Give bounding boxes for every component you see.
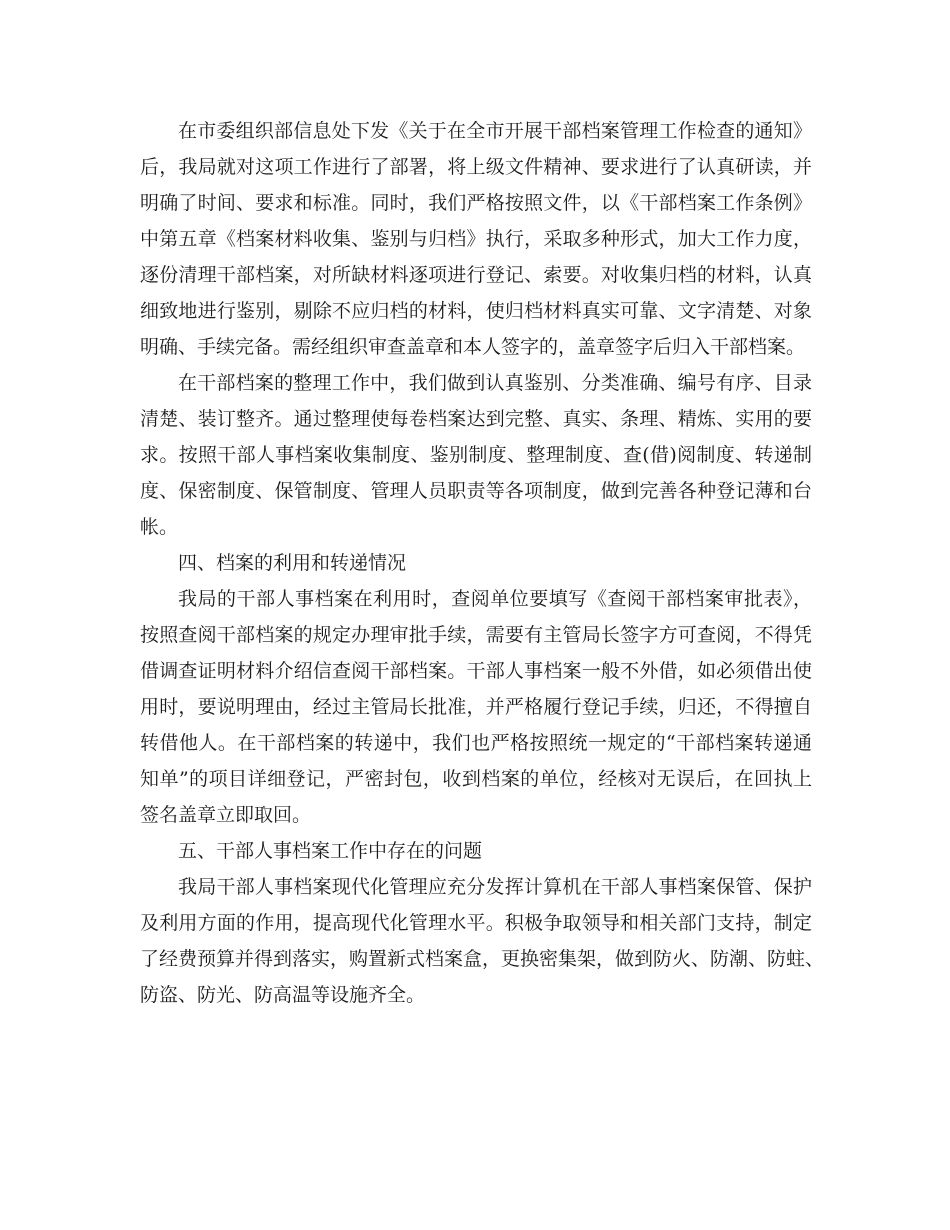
text-line: 签名盖章立即取回。 (140, 804, 312, 826)
text-line: 明确了时间、要求和标准。同时，我们严格按照文件，以《干部档案工作条例》 (140, 192, 812, 214)
paragraph-archive-usage (140, 581, 812, 833)
text-line: 在市委组织部信息处下发《关于在全市开展干部档案管理工作检查的通知》 (178, 120, 812, 142)
text-line: 借调查证明材料介绍信查阅干部档案。干部人事档案一般不外借，如必须借出使 (140, 660, 812, 682)
text-line: 我局的干部人事档案在利用时，查阅单位要填写《查阅干部档案审批表》， (178, 588, 812, 610)
text-line: 了经费预算并得到落实，购置新式档案盒，更换密集架，做到防火、防潮、防蛀、 (140, 948, 825, 970)
text-line: 我局干部人事档案现代化管理应充分发挥计算机在干部人事档案保管、保护 (178, 876, 812, 898)
text-line: 用时，要说明理由，经过主管局长批准，并严格履行登记手续，归还，不得擅自 (140, 696, 812, 718)
text-line: 中第五章《档案材料收集、鉴别与归档》执行，采取多种形式，加大工作力度， (140, 228, 812, 250)
text-line: 清楚、装订整齐。通过整理使每卷档案达到完整、真实、条理、精炼、实用的要 (140, 408, 812, 430)
text-line: 及利用方面的作用，提高现代化管理水平。积极争取领导和相关部门支持，制定 (140, 912, 812, 934)
section-heading-4 (140, 545, 812, 581)
text-line: 知单”的项目详细登记，严密封包，收到档案的单位，经核对无误后，在回执上 (140, 768, 812, 790)
text-line: 后，我局就对这项工作进行了部署，将上级文件精神、要求进行了认真研读，并 (140, 156, 812, 178)
text-line: 度、保密制度、保管制度、管理人员职责等各项制度，做到完善各种登记薄和台 (140, 480, 812, 502)
text-line: 逐份清理干部档案，对所缺材料逐项进行登记、索要。对收集归档的材料，认真 (140, 264, 812, 286)
paragraph-modernization (140, 869, 825, 1013)
text-line: 明确、手续完备。需经组织审查盖章和本人签字的，盖章签字后归入干部档案。 (140, 336, 806, 358)
paragraph-archive-organizing (140, 365, 812, 545)
text-line: 细致地进行鉴别，剔除不应归档的材料，使归档材料真实可靠、文字清楚、对象 (140, 300, 812, 322)
section-heading-text: 四、档案的利用和转递情况 (178, 552, 407, 574)
paragraph-document-inspection (140, 113, 812, 365)
text-line: 防盗、防光、防高温等设施齐全。 (140, 984, 426, 1006)
document-page (140, 113, 825, 1013)
text-line: 转借他人。在干部档案的转递中，我们也严格按照统一规定的“干部档案转递通 (140, 732, 812, 754)
text-line: 求。按照干部人事档案收集制度、鉴别制度、整理制度、查(借)阅制度、转递制 (140, 444, 812, 466)
text-line: 按照查阅干部档案的规定办理审批手续，需要有主管局长签字方可查阅，不得凭 (140, 624, 812, 646)
section-heading-text: 五、干部人事档案工作中存在的问题 (178, 840, 483, 862)
text-line: 在干部档案的整理工作中，我们做到认真鉴别、分类准确、编号有序、目录 (178, 372, 812, 394)
section-heading-5 (140, 833, 812, 869)
text-line: 帐。 (140, 516, 179, 538)
